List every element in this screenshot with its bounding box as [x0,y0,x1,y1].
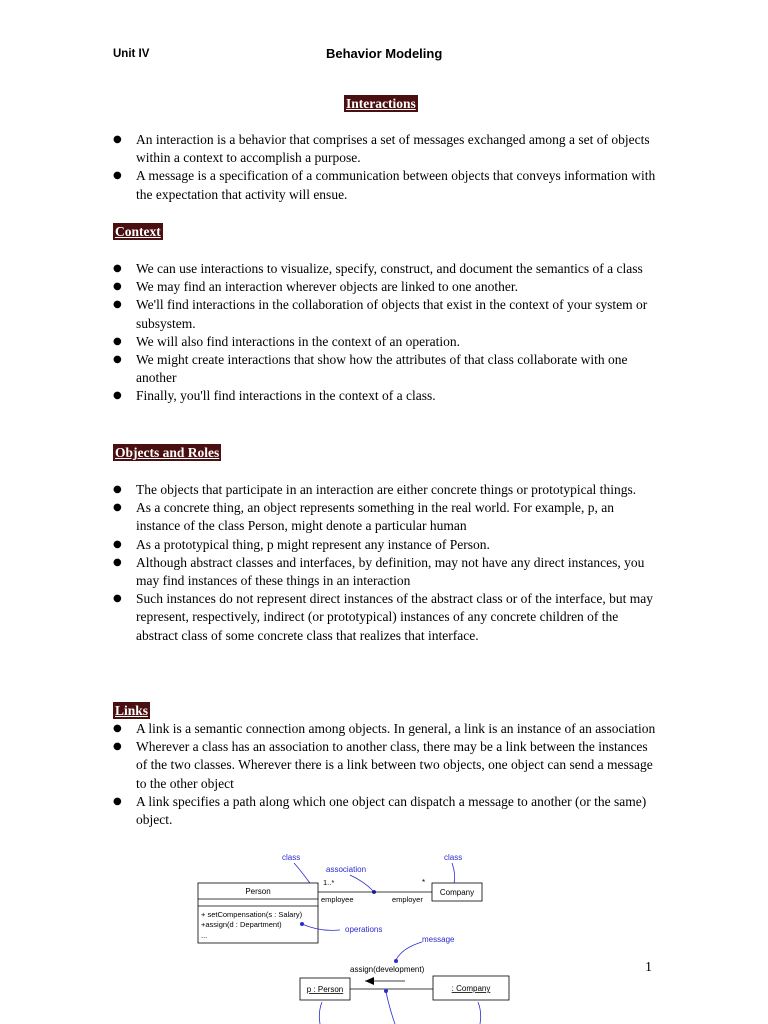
label-association: association [326,865,367,874]
label-operations: operations [345,925,383,934]
message-arrowhead [365,977,374,985]
list-item: ● Wherever a class has an association to another class, there may be a link between the instances of the two classes. Wherever there is a link between two objects, one object can send a message to the other object [113,738,661,793]
context-list [113,260,661,406]
message-text: assign(development) [350,965,425,974]
multiplicity-right: * [422,878,426,887]
role-employer: employer [392,895,423,904]
list-item: ● A link is a semantic connection among objects. In general, a link is an instance of an association [113,720,661,738]
list-item: ● We can use interactions to visualize, specify, construct, and document the semantics of a class [113,260,661,278]
interactions-list [113,131,661,204]
heading-links: Links [115,703,149,718]
object-p-name: p : Person [306,985,344,994]
heading-objects-and-roles: Objects and Roles [115,445,220,460]
operation-text: ... [201,931,208,940]
role-employee: employee [321,895,354,904]
header-title: Behavior Modeling [326,46,443,61]
heading-context: Context [115,224,161,239]
multiplicity-left: 1..* [323,878,335,887]
links-list [113,720,661,829]
heading-interactions: Interactions [346,96,416,111]
list-item: ● The objects that participate in an interaction are either concrete things or prototypical things. [113,481,661,499]
list-item: ● We may find an interaction wherever objects are linked to one another. [113,278,661,296]
operation-text: +assign(d : Department) [201,920,282,929]
list-item: ● We might create interactions that show how the attributes of that class collaborate with one another [113,351,661,387]
list-item: ● As a prototypical thing, p might represent any instance of Person. [113,536,661,554]
class-person-name: Person [245,887,271,896]
page-number: 1 [645,960,652,975]
object-company-name: : Company [451,984,491,993]
list-item: ● Although abstract classes and interfaces, by definition, may not have any direct instances, you may find instances of these things in an interaction [113,554,661,590]
label-class-right: class [444,853,463,862]
list-item: ● Such instances do not represent direct instances of the abstract class or of the interface, but may represent, respectively, indirect (or prototypical) instances of any concrete children of the abstract class of some concrete class that realizes that interface. [113,590,661,645]
list-item: ● Finally, you'll find interactions in the context of a class. [113,387,661,405]
class-company-name: Company [439,888,475,897]
list-item: ● A message is a specification of a communication between objects that conveys information with the expectation that activity will ensue. [113,167,661,203]
label-class-left: class [282,853,301,862]
list-item: ● An interaction is a behavior that comprises a set of messages exchanged among a set of objects within a context to accomplish a purpose. [113,131,661,167]
list-item: ● We will also find interactions in the context of an operation. [113,333,661,351]
operation-text: + setCompensation(s : Salary) [201,910,303,919]
uml-links-diagram [190,850,570,1024]
list-item: ● We'll find interactions in the collaboration of objects that exist in the context of your system or subsystem. [113,296,661,332]
objects-roles-list [113,481,661,645]
list-item: ● As a concrete thing, an object represents something in the real world. For example, p, an instance of the class Person, might denote a particular human [113,499,661,535]
header-unit: Unit IV [113,48,150,60]
list-item: ● A link specifies a path along which one object can dispatch a message to another (or the same) object. [113,793,661,829]
label-message: message [422,935,455,944]
